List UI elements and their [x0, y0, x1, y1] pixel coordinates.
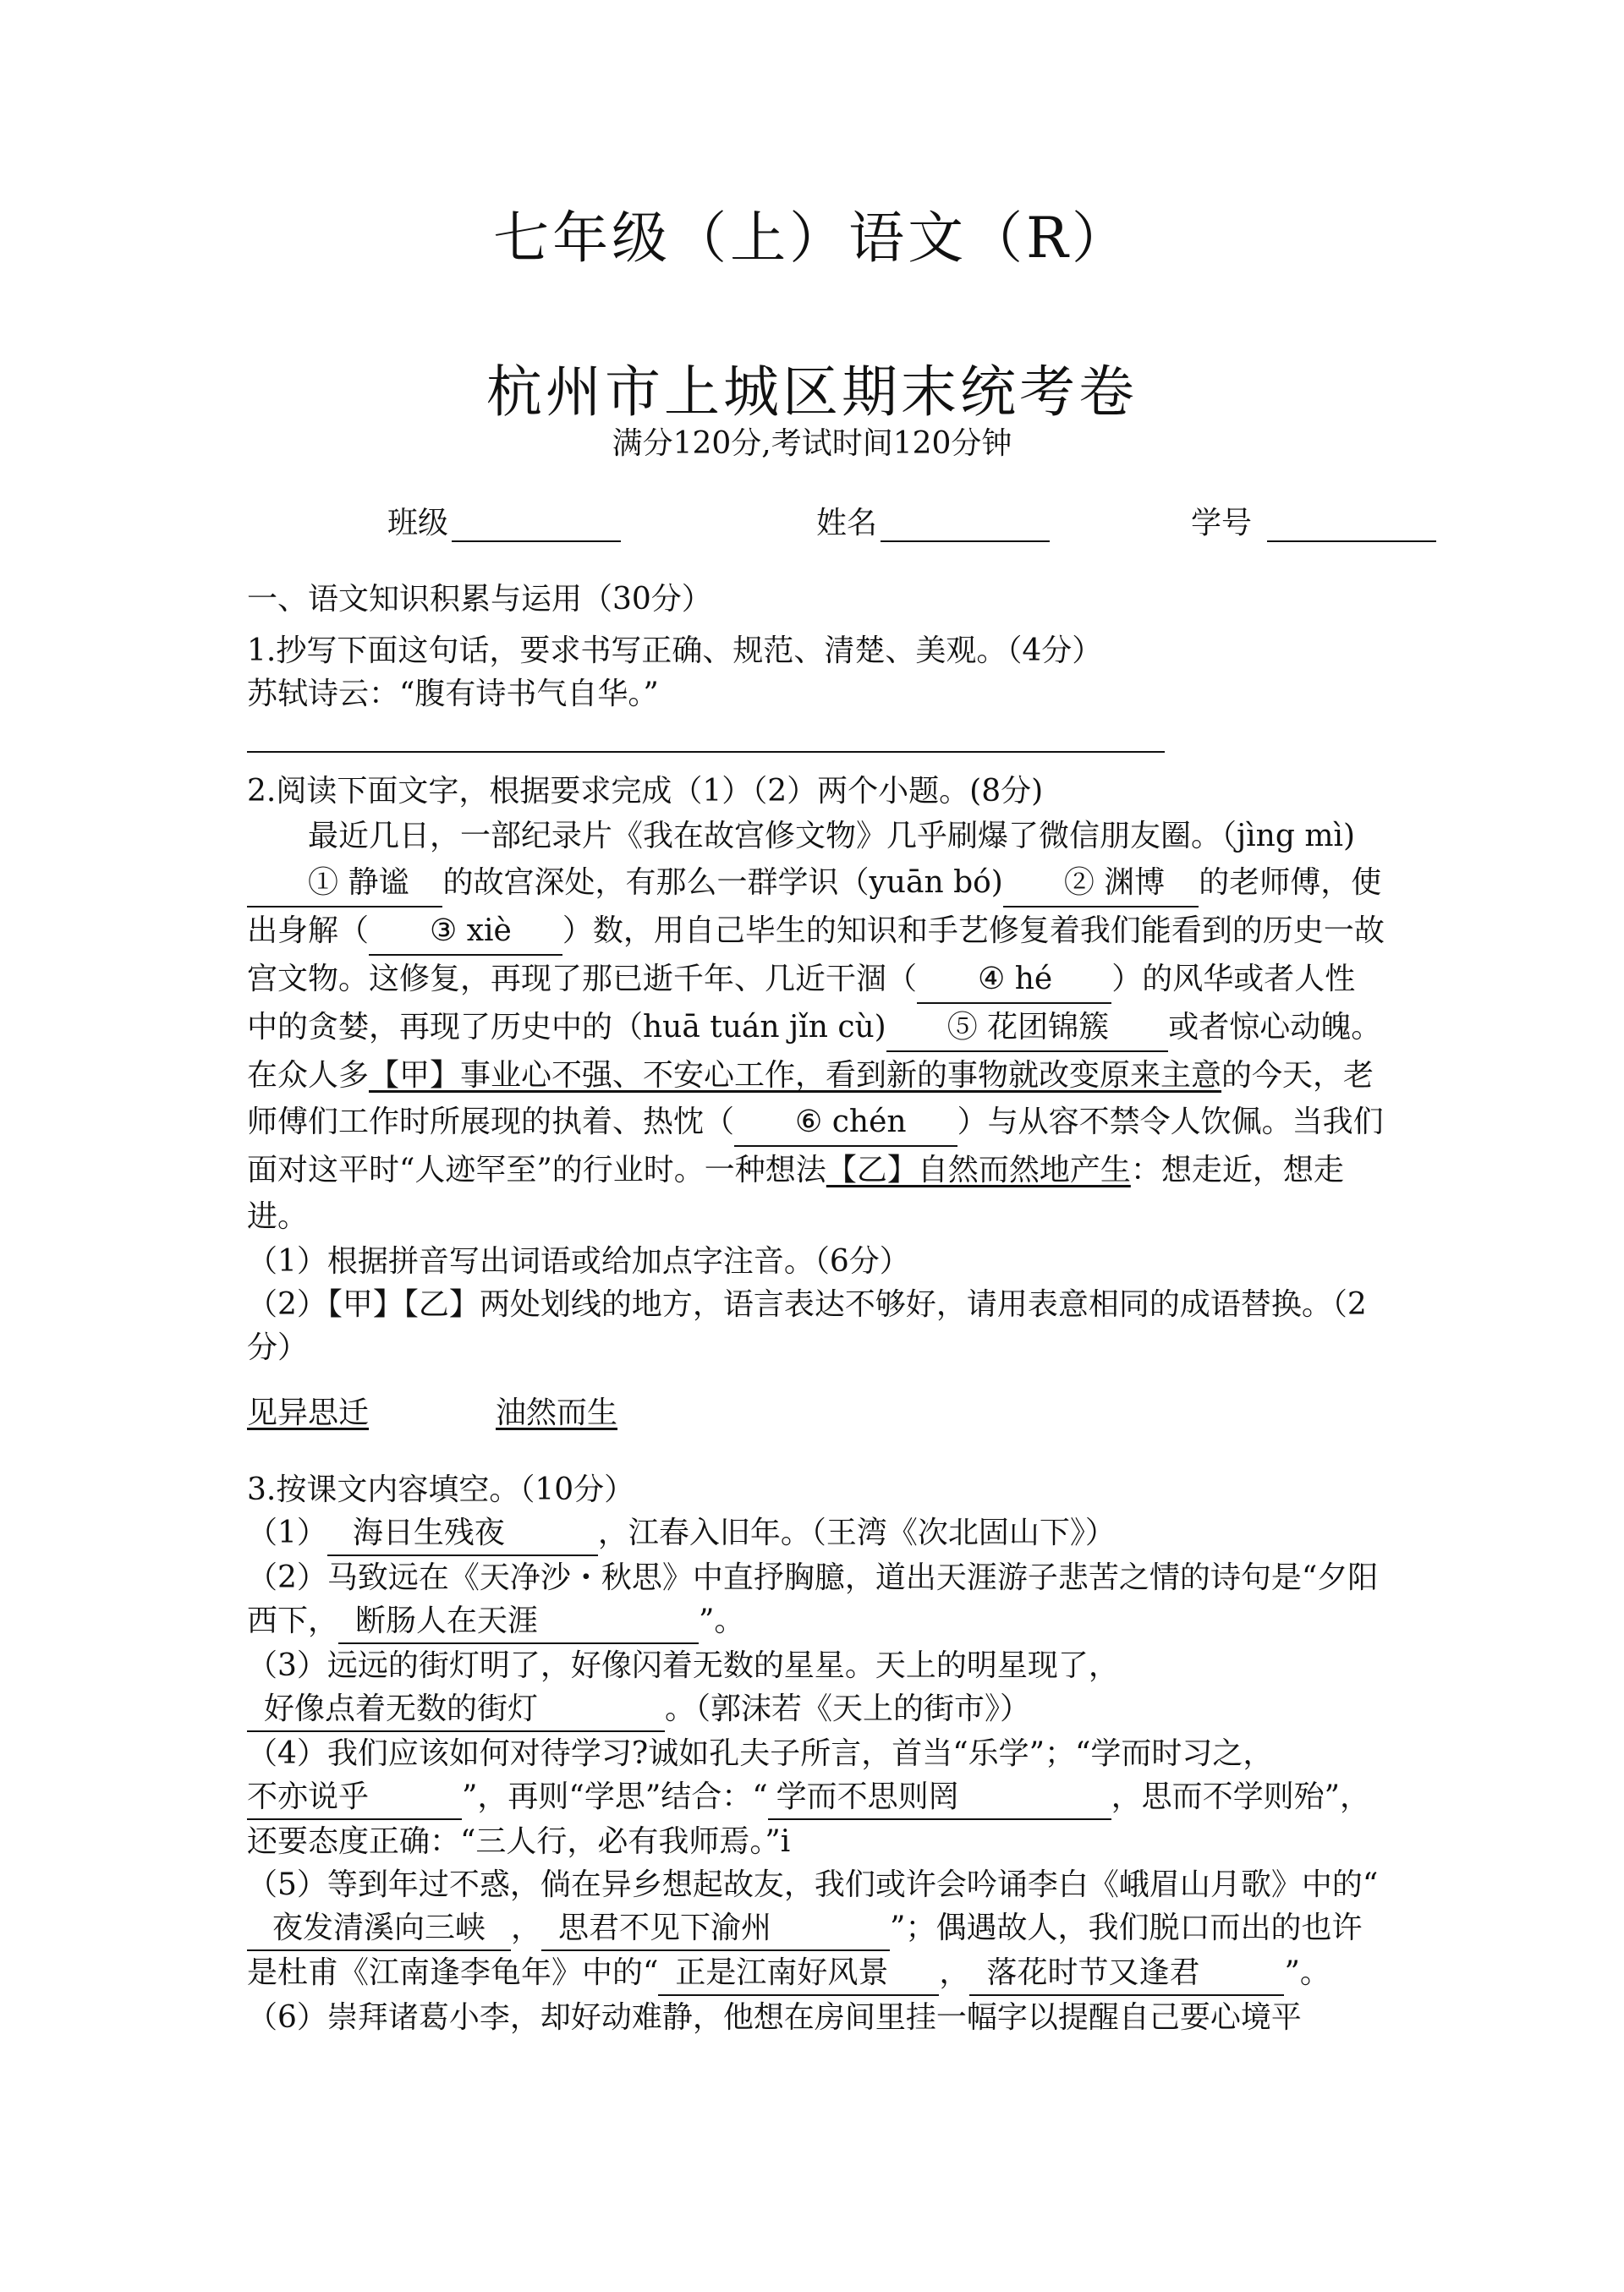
q3-line4	[247, 1732, 1385, 1863]
id-label: 学号	[1191, 506, 1253, 540]
passage-text-5: ）的风华或者人性中的贪婪，再现了历史中的（huā tuán jǐn cù)	[247, 962, 1356, 1045]
passage-text-3: 的老师傅，使出身解（	[247, 865, 1382, 948]
q3-1-prefix: （1）	[247, 1516, 327, 1550]
answer-jia[interactable]: 见异思迁	[247, 1395, 370, 1430]
class-label: 班级	[387, 506, 449, 540]
exam-subtitle: 满分120分,考试时间120分钟	[612, 426, 1012, 461]
q2-answers	[247, 1391, 1385, 1434]
blank-4[interactable]: ④ hé	[917, 956, 1111, 1004]
student-id-field	[1191, 499, 1436, 542]
blank-1[interactable]: ① 静谧	[247, 859, 442, 907]
section-heading: 一、语文知识积累与运用（30分）	[247, 582, 712, 617]
q3-4-prefix: （4）我们应该如何对待学习?诚如孔夫子所言，首当“乐学”；“学而时习之，	[247, 1736, 1274, 1771]
q3-5-middle: ”；偶遇故人，我们脱口而出的也许是杜甫《江南逢李龟年》中的“	[247, 1911, 1363, 1990]
blank-2[interactable]: ② 渊博	[1003, 859, 1199, 907]
q1-answer-line[interactable]	[247, 749, 1165, 753]
q3-2-suffix: ”。	[699, 1604, 745, 1638]
q3-4-middle: ”，再则“学思”结合：“	[462, 1779, 768, 1814]
q3-2-prefix: （2）马致远在《天净沙・秋思》中直抒胸臆，道出天涯游子悲苦之情的诗句是“夕阳西下，	[247, 1560, 1379, 1638]
q2-prompt: 2.阅读下面文字，根据要求完成（1）（2）两个小题。(8分)	[247, 774, 1044, 809]
q3-5-answer-1[interactable]: 夜发清溪向三峡	[247, 1906, 511, 1951]
passage-text-6: 或者惊心动魄。在众人多	[247, 1010, 1382, 1093]
exam-content	[247, 578, 1385, 2039]
q3-5-comma-2: ，	[939, 1955, 970, 1990]
q2-sub1: （1）根据拼音写出词语或给加点字注音。（6分）	[247, 1244, 910, 1279]
q3-5-comma-1: ，	[511, 1911, 542, 1945]
name-blank[interactable]	[881, 510, 1050, 542]
q1-quote: 苏轼诗云：“腹有诗书气自华。”	[247, 677, 659, 711]
passage-text-1: 最近几日，一部纪录片《我在故宫修文物》几乎刷爆了微信朋友圈。（jìng mì)	[308, 819, 1356, 853]
q2-passage	[247, 813, 1385, 1240]
q3-1-suffix: ，江春入旧年。（王湾《次北固山下》）	[597, 1516, 1116, 1550]
answer-yi[interactable]: 油然而生	[496, 1395, 618, 1430]
underlined-yi: 【乙】自然而然地产生	[826, 1153, 1131, 1187]
passage-text-4: ）数，用自己毕生的知识和手艺修复着我们能看到的历史一故宫文物。这修复，再现了那已逝千年、几近干涸（	[247, 913, 1385, 996]
q3-4-suffix: ，思而不学则殆”，还要态度正确：“三人行，必有我师焉。”i	[247, 1779, 1371, 1859]
passage-text-7: 的今天，老师傅们工作时所展现的执着、热忱（	[247, 1058, 1374, 1139]
name-label: 姓名	[816, 506, 878, 540]
exam-title-district: 杭州市上城区期末统考卷	[486, 359, 1138, 425]
q3-5-prefix: （5）等到年过不惑，倘在异乡想起故友，我们或许会吟诵李白《峨眉山月歌》中的“	[247, 1867, 1379, 1902]
blank-3[interactable]: ③ xiè	[369, 907, 562, 956]
q3-prompt: 3.按课文内容填空。（10分）	[247, 1472, 635, 1507]
q3-3-suffix: 。（郭沫若《天上的街市》）	[665, 1692, 1031, 1726]
q3-1-answer[interactable]: 海日生残夜	[327, 1511, 598, 1556]
blank-5[interactable]: ⑤ 花团锦簇	[886, 1004, 1168, 1052]
q3-4-answer-1[interactable]: 不亦说乎	[247, 1775, 462, 1820]
q2-sub2: （2）【甲】【乙】两处划线的地方，语言表达不够好，请用表意相同的成语替换。（2分）	[247, 1287, 1367, 1365]
q3-5-suffix: ”。	[1284, 1955, 1330, 1990]
q3-2-answer[interactable]: 断肠人在天涯	[338, 1599, 699, 1644]
class-blank[interactable]	[452, 510, 621, 542]
blank-6[interactable]: ⑥ chén	[734, 1099, 957, 1147]
name-field	[816, 499, 1050, 542]
q1-prompt: 1.抄写下面这句话，要求书写正确、规范、清楚、美观。（4分）	[247, 633, 1103, 668]
exam-title-grade: 七年级（上）语文（R）	[493, 206, 1131, 271]
q3-line1	[247, 1511, 1385, 1556]
passage-text-8: ）与从容不禁令人饮佩。当我们面对这平时“人迹罕至”的行业时。一种想法	[247, 1105, 1384, 1187]
passage-text-2: 的故宫深处，有那么一群学识（yuān bó)	[442, 865, 1003, 900]
q3-line2	[247, 1556, 1385, 1644]
id-blank[interactable]	[1267, 510, 1436, 542]
q3-line5	[247, 1863, 1385, 1996]
q3-3-answer[interactable]: 好像点着无数的街灯	[247, 1687, 665, 1732]
q3-5-answer-3[interactable]: 正是江南好风景	[658, 1951, 939, 1996]
q3-line3	[247, 1644, 1385, 1732]
q3-3-prefix: （3）远远的街灯明了，好像闪着无数的星星。天上的明星现了，	[247, 1648, 1119, 1683]
passage-text-9: ：想走近，想走进。	[247, 1153, 1344, 1234]
q3-5-answer-2[interactable]: 思君不见下渝州	[541, 1906, 890, 1951]
underlined-jia: 【甲】事业心不强、不安心工作，看到新的事物就改变原来主意	[369, 1058, 1222, 1093]
q3-4-answer-2[interactable]: 学而不思则罔	[768, 1775, 1111, 1820]
class-field	[387, 499, 621, 542]
q3-5-answer-4[interactable]: 落花时节又逢君	[969, 1951, 1284, 1996]
q3-line6: （6）崇拜诸葛小李，却好动难静，他想在房间里挂一幅字以提醒自己要心境平	[247, 2000, 1302, 2035]
